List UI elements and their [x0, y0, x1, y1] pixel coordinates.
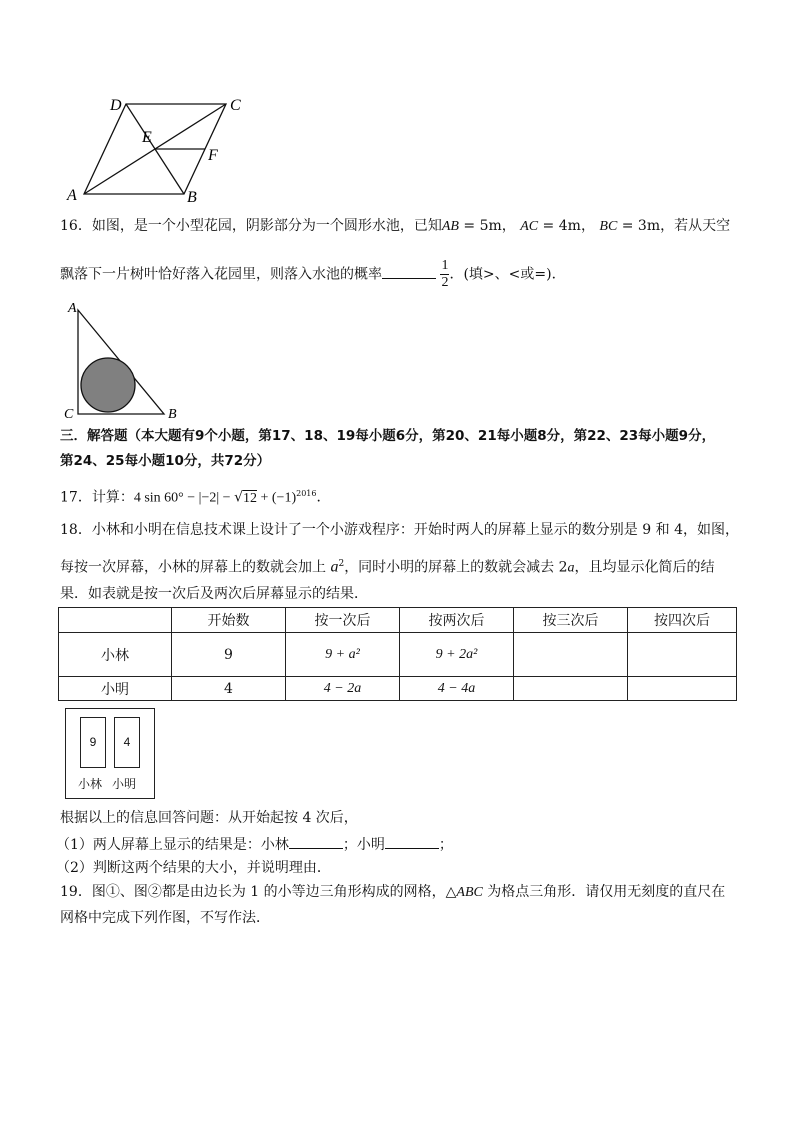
section-title-line1: 三．解答题（本大题有9个小题，第17、18、19每小题6分，第20、21每小题8分，第22、23每小题9分，	[60, 428, 716, 444]
label-a: A	[68, 301, 77, 316]
q18-line2: 每按一次屏幕，小林的屏幕上的数就会加上 $a^2$，同时小明的屏幕上的数就会减去 2a，且均显示化简后的结	[60, 558, 715, 576]
screen-label-xiaolin: 小林	[78, 777, 103, 791]
answer-blank	[382, 264, 436, 279]
q18-ask: 根据以上的信息回答问题：从开始起按 4 次后，	[60, 810, 358, 826]
pond-circle	[81, 358, 135, 412]
screen-xiaoming: 4	[114, 717, 140, 768]
label-c: C	[230, 97, 241, 114]
q18-sub2: （2）判断这两个结果的大小，并说明理由．	[56, 860, 331, 876]
answer-blank	[385, 834, 439, 849]
screen-xiaolin: 9	[80, 717, 106, 768]
parallelogram-figure	[60, 92, 260, 206]
fraction-one-half: $\frac{1}{2}$	[441, 258, 449, 290]
table-row: 小明 4 4 − 2a 4 − 4a	[59, 677, 737, 701]
label-b: B	[187, 189, 197, 206]
q19-line2: 网格中完成下列作图，不写作法．	[60, 910, 270, 926]
answer-blank	[289, 834, 343, 849]
screens-figure	[65, 708, 155, 799]
q16-line1: 16．如图，是一个小型花园，阴影部分为一个圆形水池，已知AB = 5m， AC = 4m， BC = 3m，若从天空	[60, 218, 731, 234]
q19-line1: 19．图①、图②都是由边长为 1 的小等边三角形构成的网格，△ABC 为格点三角形．请仅用无刻度的直尺在	[60, 884, 726, 900]
label-c: C	[64, 407, 74, 422]
results-table	[58, 607, 737, 701]
q16-line2: 飘落下一片树叶恰好落入花园里，则落入水池的概率 $\frac{1}{2}$ ．(填>、<或=)．	[60, 258, 566, 290]
label-e: E	[142, 129, 152, 146]
screen-label-xiaoming: 小明	[112, 777, 137, 791]
q18-line3: 果．如表就是按一次后及两次后屏幕显示的结果．	[60, 586, 368, 602]
label-f: F	[208, 147, 218, 164]
q18-line1: 18．小林和小明在信息技术课上设计了一个小游戏程序：开始时两人的屏幕上显示的数分别是 9 和 4，如图，	[60, 522, 739, 538]
sqrt-symbol: √	[234, 489, 243, 506]
label-a: A	[67, 187, 77, 204]
section-title-line2: 第24、25每小题10分，共72分）	[60, 453, 271, 469]
q18-sub1: （1）两人屏幕上显示的结果是：小林 ；小明 ；	[56, 834, 453, 855]
q17: 17．计算：4 $\sin 60^\circ - |-2| - √12 + (-1)^{2016}$．	[60, 489, 331, 506]
table-header-row: 开始数 按一次后 按两次后 按三次后 按四次后	[59, 608, 737, 633]
triangle-pond-figure	[60, 296, 190, 422]
table-row: 小林 9 9 + a² 9 + 2a²	[59, 633, 737, 677]
label-b: B	[168, 407, 177, 422]
label-d: D	[110, 97, 122, 114]
